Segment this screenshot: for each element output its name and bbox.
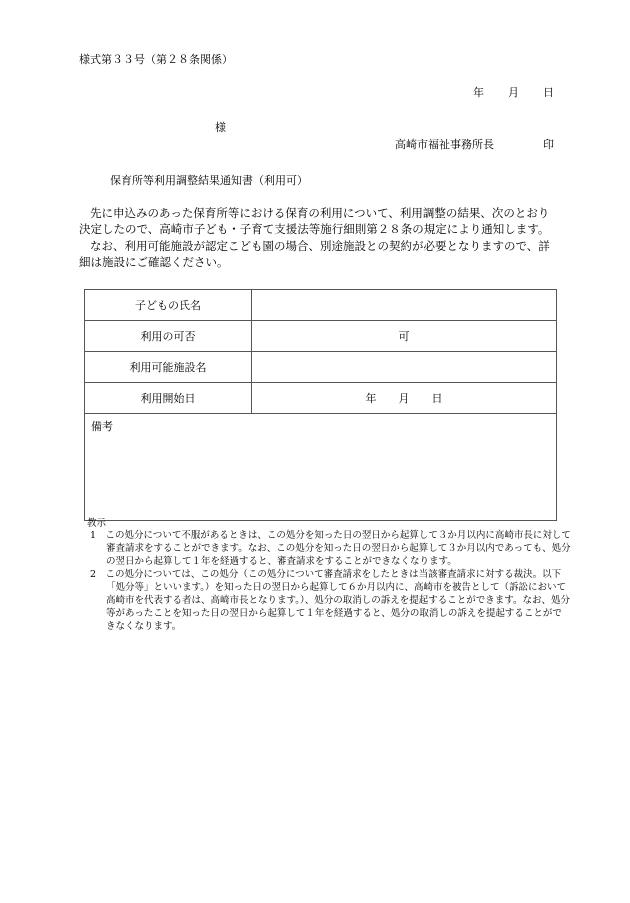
body-paragraph-2: なお、利用可能施設が認定こども園の場合、別途施設との契約が必要となりますので、詳細は施設にご確認ください。 (79, 239, 550, 269)
date-line (473, 84, 554, 100)
document-title: 保育所等利用調整結果通知書（利用可） (110, 174, 308, 187)
table-row (85, 352, 557, 383)
row-value-start-date: 年 月 日 (252, 383, 557, 414)
row-value-child-name (252, 290, 557, 321)
date-month-label: 月 (508, 86, 519, 99)
info-table (84, 289, 557, 521)
remarks-cell: 備考 (85, 414, 557, 521)
issuer-name: 高崎市福祉事務所長 (395, 138, 494, 151)
notice-item: 2 この処分については、この処分（この処分について審査請求をしたときは当該審査請求に対する裁決。以下「処分等」といいます。）を知った日の翌日から起算して６か月以内に、高崎市を被告として（訴訟において高崎市を代表する者は、高崎市長となります。）、処分の取消しの訴えを提起することができます。なお、処分等があったことを知った日の翌日から起算して１年を経過すると、処分の取消しの訴えを提起することができなくなります。 (90, 569, 570, 632)
form-number: 様式第３３号（第２８条関係） (79, 53, 233, 66)
row-value-availability: 可 (252, 321, 557, 352)
date-year-label: 年 (473, 86, 484, 99)
table-row (85, 290, 557, 321)
row-label-facility: 利用可能施設名 (85, 352, 252, 383)
date-day-label: 日 (543, 86, 554, 99)
recipient-suffix: 様 (215, 121, 226, 134)
row-label-start-date: 利用開始日 (85, 383, 252, 414)
row-label-child-name: 子どもの氏名 (85, 290, 252, 321)
seal-mark: 印 (543, 138, 554, 151)
notice-heading: 教示 (87, 518, 107, 529)
table-row (85, 383, 557, 414)
table-row (85, 321, 557, 352)
row-label-availability: 利用の可否 (85, 321, 252, 352)
table-row (85, 414, 557, 521)
row-value-facility (252, 352, 557, 383)
notice-item: 1 この処分について不服があるときは、この処分を知った日の翌日から起算して３か月以内に高崎市長に対して審査請求をすることができます。なお、この処分を知った日の翌日から起算して３か月以内であっても、処分の翌日から起算して１年を経過すると、審査請求をすることができなくなります。 (90, 530, 571, 567)
body-paragraph-1: 先に申込みのあった保育所等における保育の利用について、利用調整の結果、次のとおり決定したので、高崎市子ども・子育て支援法等施行細則第２８条の規定により通知します。 (79, 206, 550, 236)
